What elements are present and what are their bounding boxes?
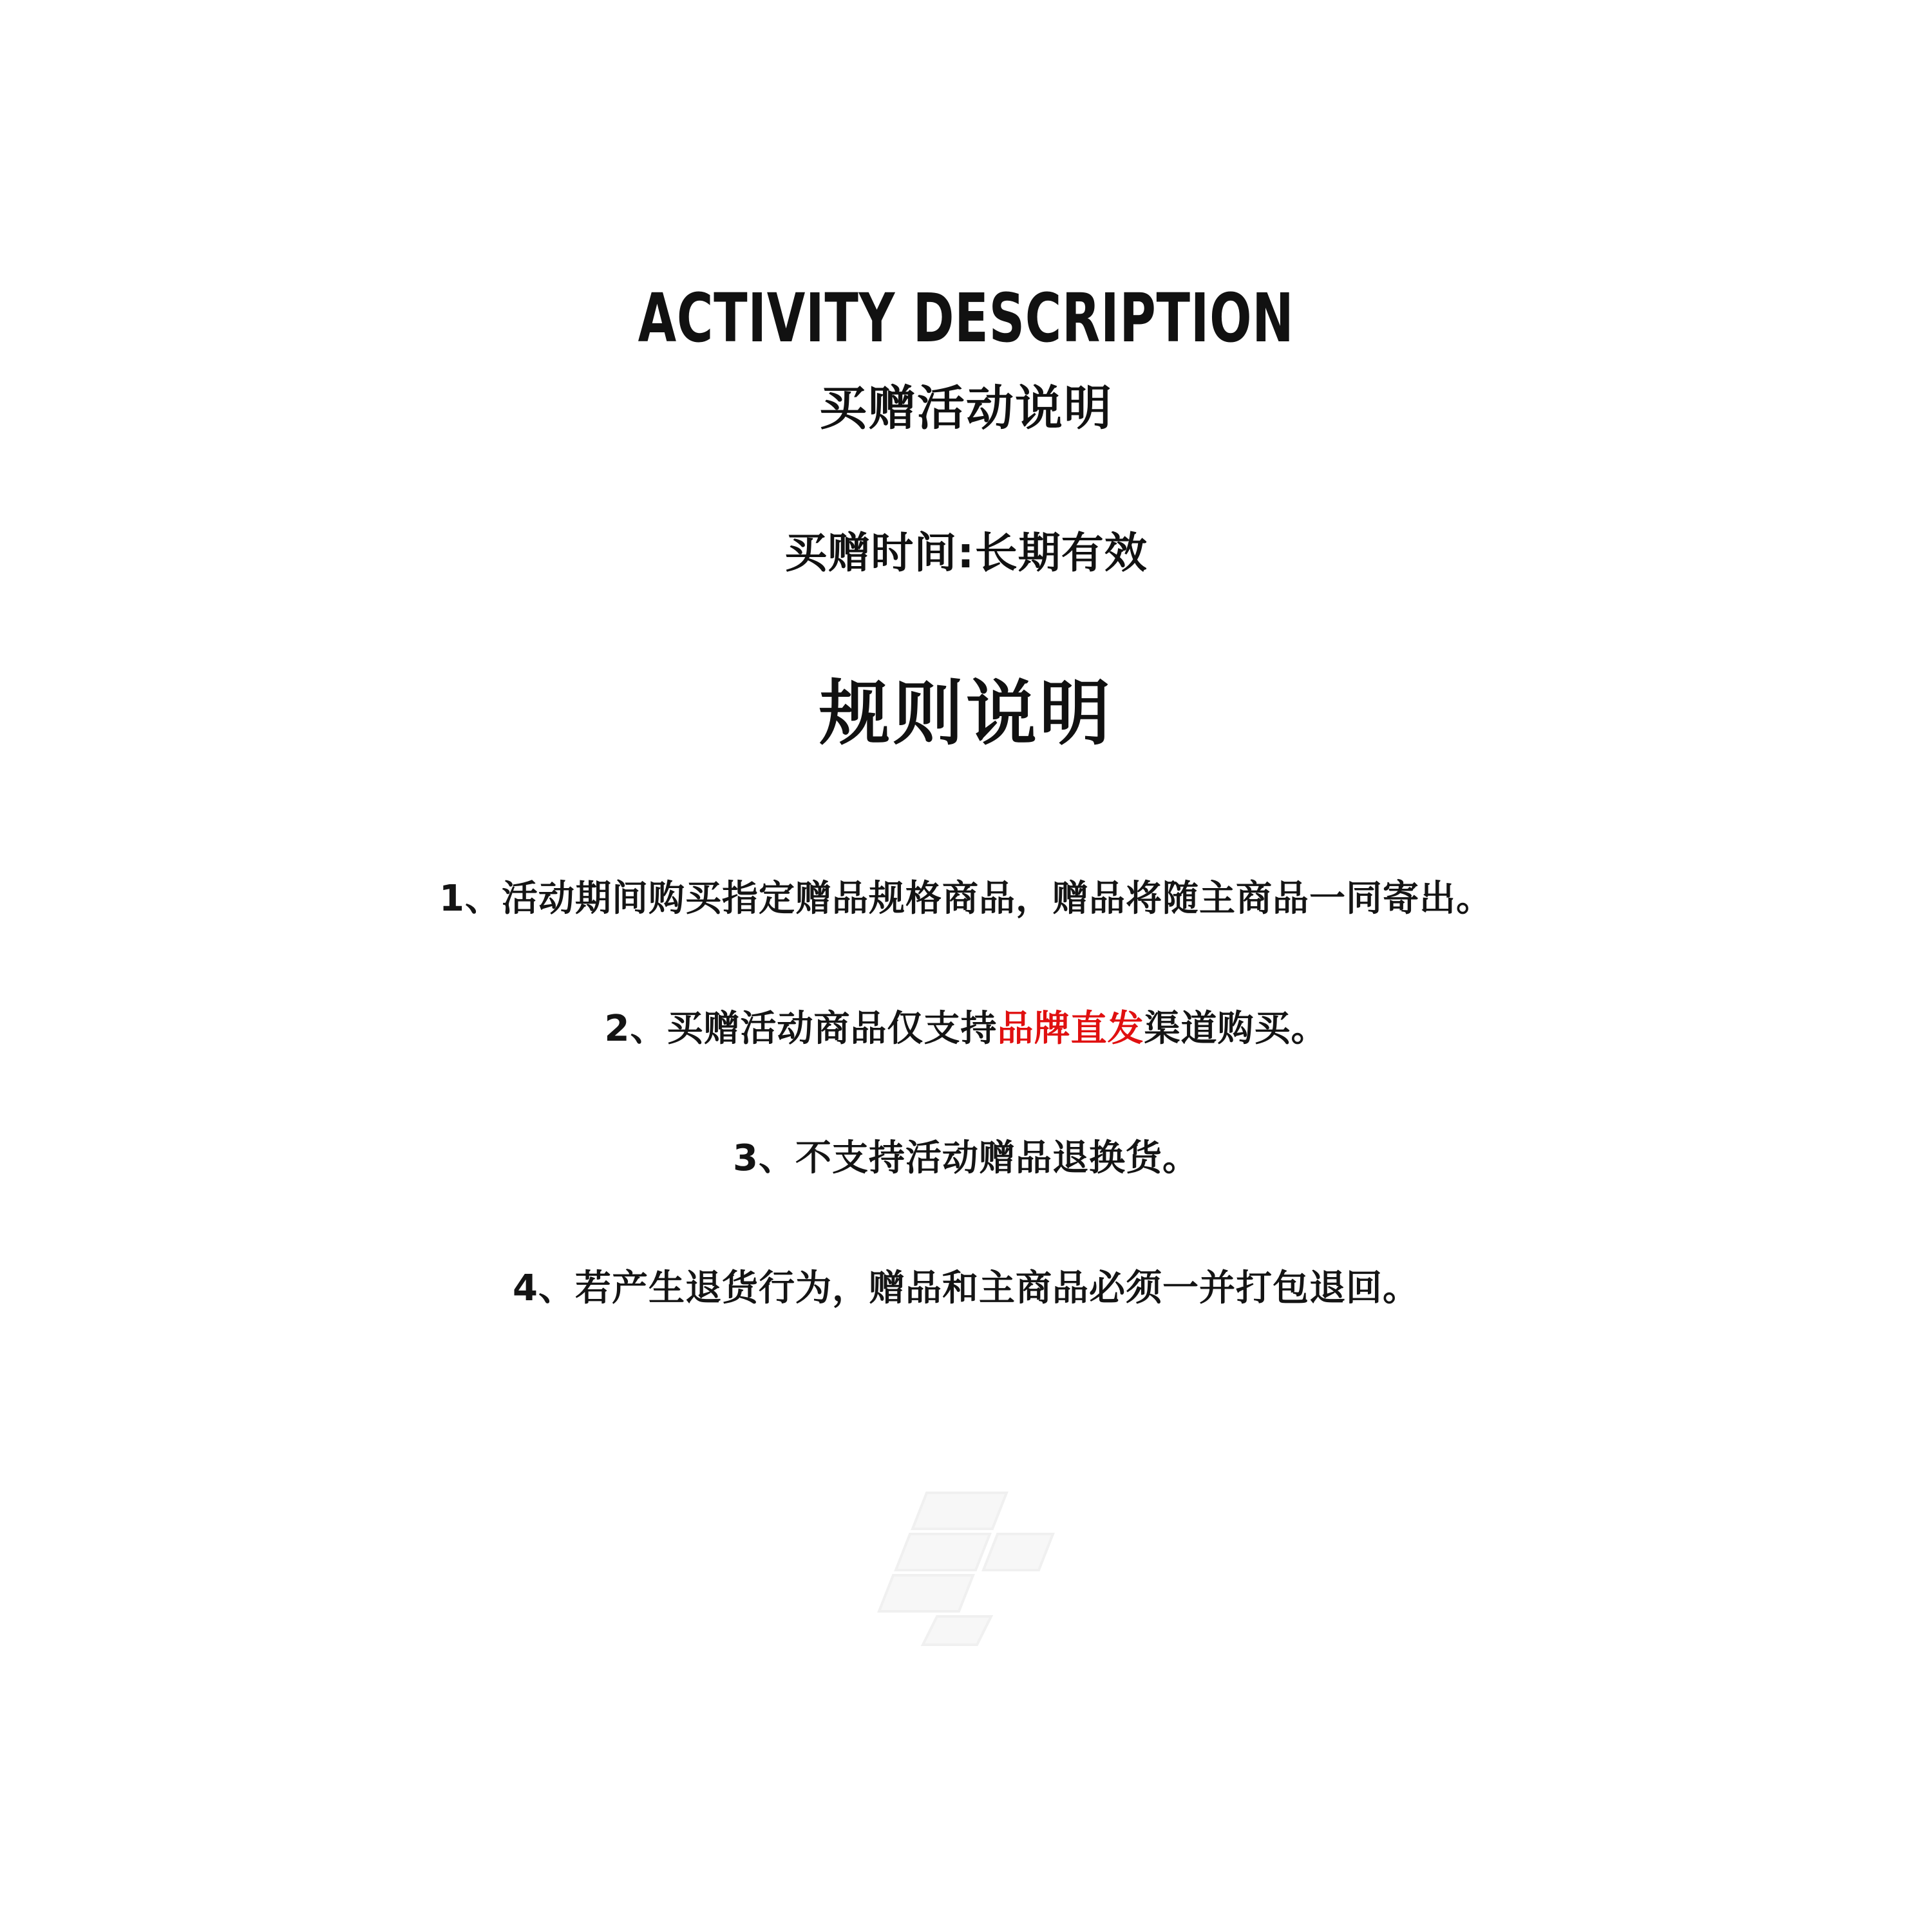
rule-item-2-highlight: 品牌直发 [997, 1007, 1144, 1050]
page-title-english: ACTIVITY DESCRIPTION [638, 279, 1294, 357]
rules-section-heading: 规则说明 [819, 672, 1113, 755]
brand-logo-watermark-icon [860, 1488, 1072, 1649]
rule-item-2-suffix: 渠道购买。 [1144, 1007, 1328, 1050]
rule-item-2-prefix: 2、买赠活动商品仅支持 [604, 1007, 998, 1050]
rules-list [0, 875, 1932, 1312]
rule-item-4: 4、若产生退货行为，赠品和主商品必须一并打包退回。 [513, 1267, 1419, 1309]
rule-item-1: 1、活动期间购买指定赠品规格商品，赠品将随主商品一同寄出。 [439, 878, 1493, 920]
rule-item-2 [605, 1005, 1328, 1054]
rule-item-3: 3、不支持活动赠品退换货。 [733, 1137, 1199, 1180]
page-header [0, 279, 1932, 439]
page-title-chinese: 买赠活动说明 [819, 381, 1113, 437]
activity-period-text: 买赠时间:长期有效 [784, 528, 1148, 578]
